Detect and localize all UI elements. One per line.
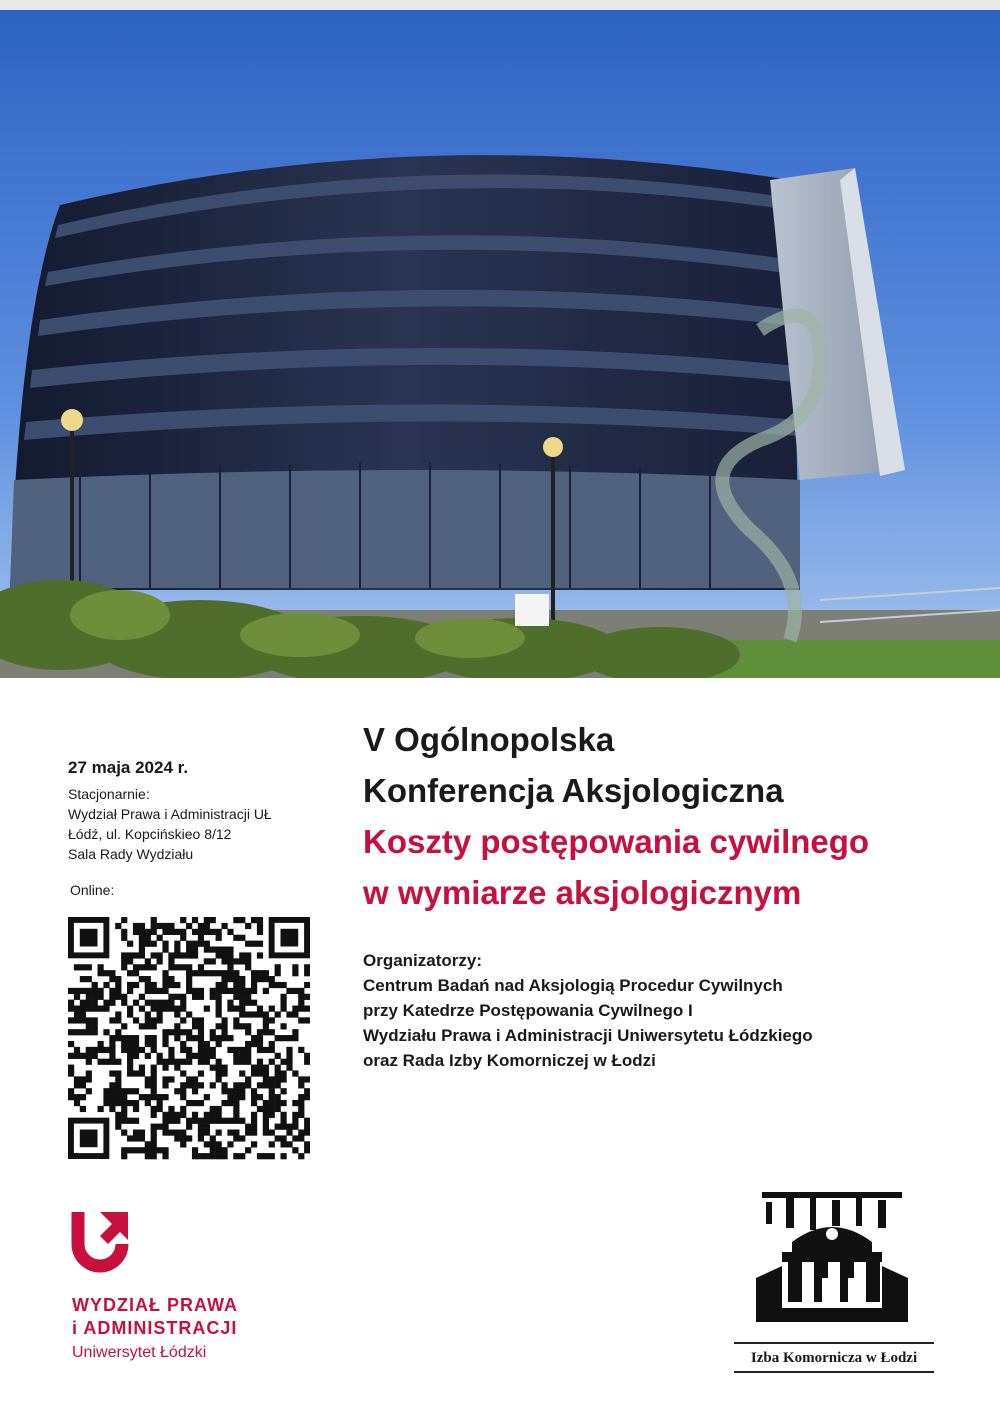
building-photo	[0, 10, 1000, 678]
organizer-line: Centrum Badań nad Aksjologią Procedur Cywilnych	[363, 976, 783, 995]
organizers-label: Organizatorzy:	[363, 951, 483, 970]
conference-info	[363, 714, 983, 1073]
qr-code[interactable]	[68, 917, 310, 1161]
venue-line: Łódź, ul. Kopcińskieo 8/12	[68, 826, 232, 842]
wpia-logo-icon	[70, 1208, 132, 1280]
conference-title-line: V Ogólnopolska	[363, 721, 615, 758]
organizer-line: Wydziału Prawa i Administracji Uniwersytetu Łódzkiego	[363, 1026, 813, 1045]
organizers-block	[363, 948, 983, 1073]
venue-line: Sala Rady Wydziału	[68, 846, 194, 862]
venue-line: Stacjonarnie:	[68, 786, 150, 802]
venue-line: Wydział Prawa i Administracji UŁ	[68, 806, 272, 822]
izba-divider	[734, 1371, 934, 1373]
organizer-line: oraz Rada Izby Komorniczej w Łodzi	[363, 1051, 656, 1070]
top-bar	[0, 0, 1000, 10]
online-label: Online:	[70, 882, 115, 898]
conference-title-line: Konferencja Aksjologiczna	[363, 772, 784, 809]
conference-subtitle-line: Koszty postępowania cywilnego	[363, 823, 870, 860]
izba-name: Izba Komornicza w Łodzi	[750, 1350, 918, 1366]
event-details	[68, 758, 328, 864]
izba-building-logo-icon	[752, 1182, 912, 1332]
event-date: 27 maja 2024 r.	[68, 758, 189, 777]
conference-subtitle-line: w wymiarze aksjologicznym	[363, 874, 802, 911]
wpia-name-line: i ADMINISTRACJI	[72, 1318, 238, 1338]
izba-divider	[734, 1342, 934, 1344]
wpia-logo-text	[72, 1294, 332, 1366]
wpia-name-line: WYDZIAŁ PRAWA	[72, 1295, 238, 1315]
organizer-line: przy Katedrze Postępowania Cywilnego I	[363, 1001, 693, 1020]
wpia-university: Uniwersytet Łódzki	[72, 1344, 207, 1361]
